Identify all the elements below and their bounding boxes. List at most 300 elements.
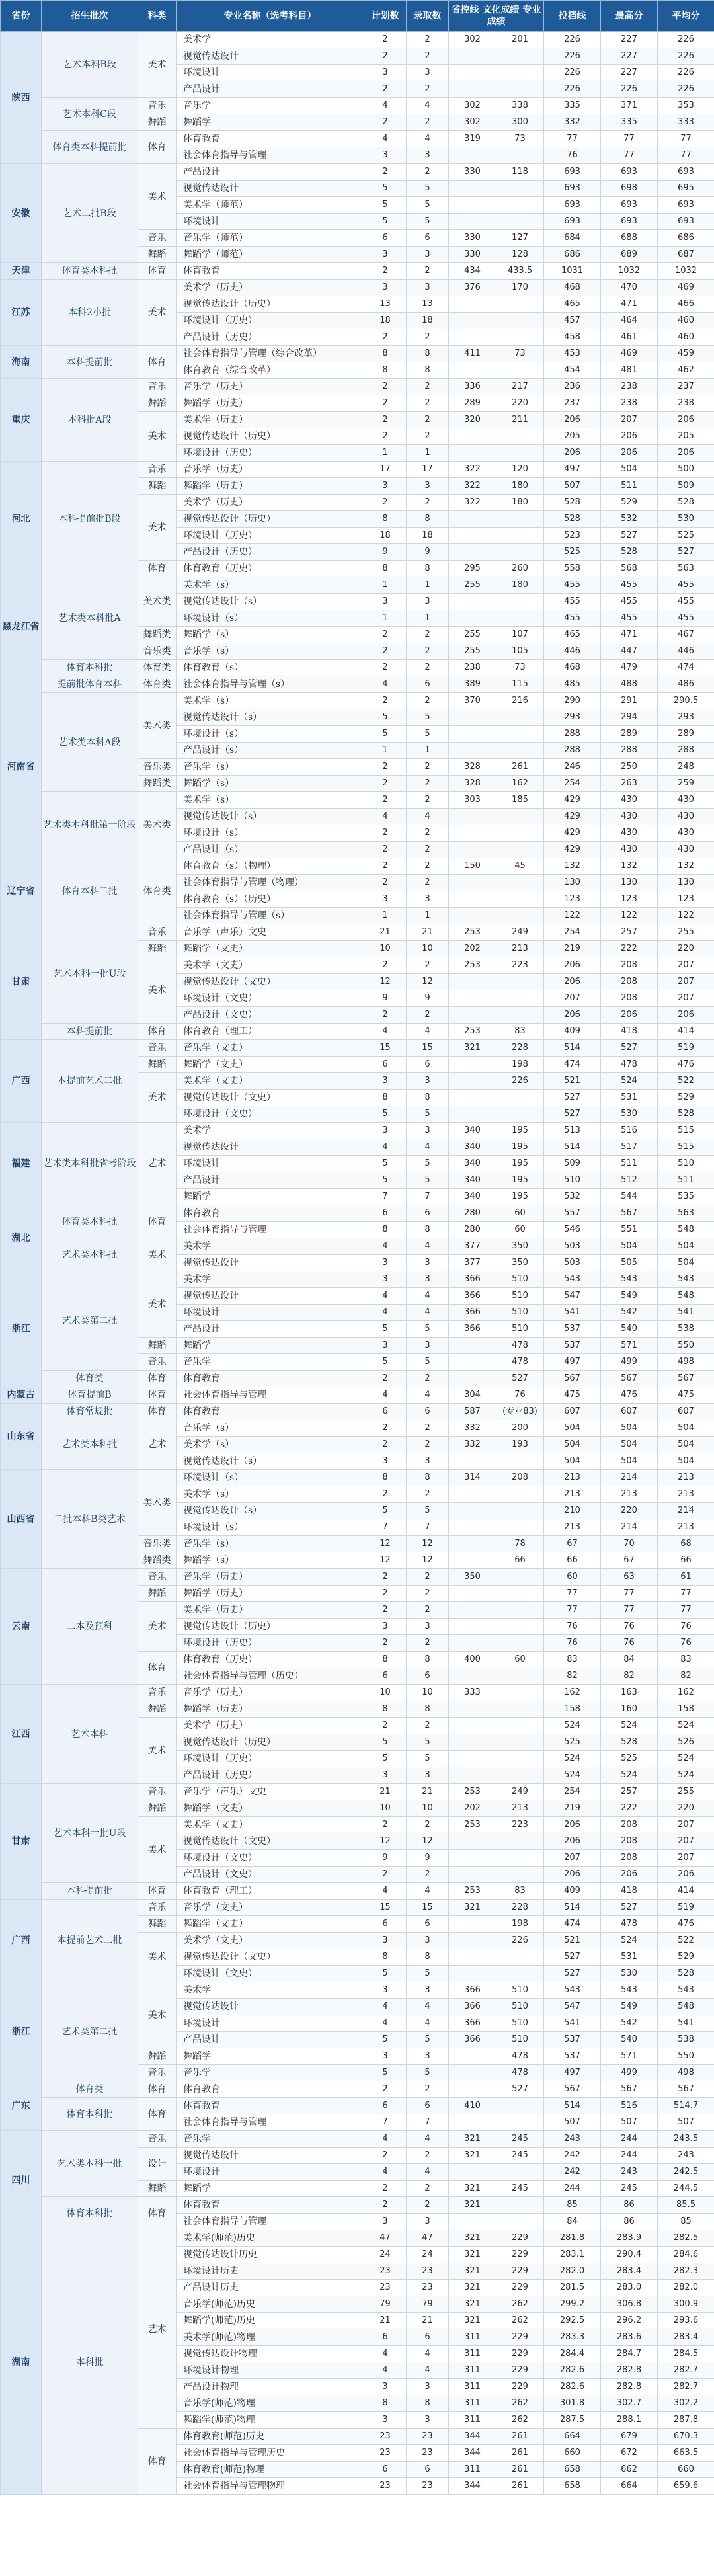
max-cell: 290.4 [601,2247,658,2263]
max-cell: 471 [601,296,658,313]
control-culture-cell: 280 [449,1205,496,1222]
control-culture-cell [449,544,496,561]
max-cell: 567 [601,1205,658,1222]
max-cell: 214 [601,1519,658,1536]
major-cell: 舞蹈学 [177,1189,364,1205]
major-cell: 环境设计（历史） [177,313,364,329]
table-row [1,1024,714,1040]
header-batch: 招生批次 [42,1,138,32]
control-major-cell: 45 [496,858,544,875]
major-cell: 音乐学（声乐）文史 [177,924,364,941]
max-cell: 257 [601,924,658,941]
plan-cell: 4 [364,1024,407,1040]
major-cell: 视觉传达设计 [177,1288,364,1305]
category-cell: 美术类 [138,1470,177,1536]
table-row [1,577,714,594]
control-culture-cell [449,709,496,726]
major-cell: 美术学(师范)物理 [177,2329,364,2346]
cutoff-cell: 213 [544,1486,601,1503]
control-major-cell [496,726,544,743]
control-culture-cell [449,1718,496,1734]
control-major-cell [496,908,544,924]
batch-cell: 本科提前批B段 [42,462,138,577]
control-major-cell: 261 [496,2445,544,2462]
control-major-cell [496,2164,544,2181]
plan-cell: 2 [364,858,407,875]
control-major-cell: 249 [496,924,544,941]
max-cell: 244 [601,2148,658,2164]
avg-cell: 469 [658,280,714,296]
cutoff-cell: 453 [544,346,601,362]
control-culture-cell [449,428,496,445]
admitted-cell: 2 [407,643,449,660]
control-culture-cell: 321 [449,1040,496,1057]
major-cell: 音乐学（历史） [177,1685,364,1701]
control-major-cell [496,48,544,65]
control-culture-cell [449,809,496,825]
table-row [1,1123,714,1139]
admitted-cell: 10 [407,1800,449,1817]
control-culture-cell: 311 [449,2362,496,2379]
max-cell: 504 [601,1420,658,1437]
admitted-cell: 2 [407,842,449,858]
plan-cell: 5 [364,1354,407,1371]
cutoff-cell: 567 [544,2081,601,2098]
cutoff-cell: 429 [544,842,601,858]
major-cell: 体育教育(师范)物理 [177,2462,364,2478]
admitted-cell: 6 [407,1916,449,1933]
cutoff-cell: 497 [544,1354,601,1371]
batch-cell: 体育常规批 [42,1404,138,1420]
max-cell: 283.6 [601,2329,658,2346]
admitted-cell: 1 [407,610,449,627]
control-major-cell [496,1453,544,1470]
control-major-cell [496,1503,544,1519]
admitted-cell: 23 [407,2429,449,2445]
max-cell: 238 [601,379,658,395]
control-culture-cell: 410 [449,2098,496,2114]
category-cell: 美术 [138,412,177,462]
control-major-cell: 213 [496,1800,544,1817]
control-culture-cell: 366 [449,1982,496,1999]
batch-cell: 本科批A段 [42,379,138,462]
table-row [1,2098,714,2114]
avg-cell: 528 [658,1966,714,1982]
table-row [1,1371,714,1387]
table-row [1,1883,714,1900]
max-cell: 447 [601,643,658,660]
category-cell: 美术 [138,1271,177,1338]
major-cell: 视觉传达设计（历史） [177,1619,364,1635]
admitted-cell: 2 [407,875,449,891]
control-major-cell: 510 [496,2032,544,2048]
batch-cell: 艺术类本科一批 [42,2131,138,2197]
avg-cell: 504 [658,1255,714,1271]
control-major-cell: 262 [496,2395,544,2412]
control-culture-cell: 366 [449,1288,496,1305]
control-major-cell: 262 [496,2412,544,2429]
max-cell: 662 [601,2462,658,2478]
major-cell: 美术学（文史） [177,1817,364,1833]
control-culture-cell: 255 [449,627,496,643]
cutoff-cell: 77 [544,1602,601,1619]
major-cell: 舞蹈学(师范)物理 [177,2412,364,2429]
control-major-cell [496,511,544,528]
max-cell: 371 [601,98,658,114]
avg-cell: 528 [658,1106,714,1123]
cutoff-cell: 207 [544,1850,601,1867]
plan-cell: 2 [364,495,407,511]
admitted-cell: 4 [407,131,449,147]
cutoff-cell: 507 [544,478,601,495]
major-cell: 舞蹈学 [177,2181,364,2197]
cutoff-cell: 254 [544,776,601,792]
major-cell: 美术学（文史） [177,957,364,974]
major-cell: 社会体育指导与管理 [177,2214,364,2230]
max-cell: 524 [601,1073,658,1090]
max-cell: 471 [601,627,658,643]
cutoff-cell: 525 [544,544,601,561]
control-major-cell [496,709,544,726]
avg-cell: 524 [658,1718,714,1734]
control-culture-cell [449,528,496,544]
control-major-cell: 338 [496,98,544,114]
plan-cell: 2 [364,627,407,643]
admitted-cell: 5 [407,2065,449,2081]
avg-cell: 284.5 [658,2346,714,2362]
admitted-cell: 24 [407,2247,449,2263]
plan-cell: 2 [364,792,407,809]
cutoff-cell: 693 [544,181,601,197]
province-cell: 湖北 [1,1205,42,1271]
major-cell: 视觉传达设计（s） [177,709,364,726]
control-culture-cell: 304 [449,1387,496,1404]
max-cell: 208 [601,974,658,990]
control-major-cell: 198 [496,1916,544,1933]
control-culture-cell: 302 [449,98,496,114]
major-cell: 视觉传达设计（文史） [177,1090,364,1106]
avg-cell: 207 [658,1833,714,1850]
cutoff-cell: 288 [544,743,601,759]
cutoff-cell: 455 [544,610,601,627]
major-cell: 环境设计 [177,2015,364,2032]
plan-cell: 79 [364,2296,407,2313]
control-culture-cell [449,1106,496,1123]
control-major-cell: 226 [496,1073,544,1090]
batch-cell: 体育类 [42,1371,138,1387]
max-cell: 511 [601,1156,658,1172]
cutoff-cell: 122 [544,908,601,924]
major-cell: 社会体育指导与管理（综合改革） [177,346,364,362]
avg-cell: 207 [658,990,714,1007]
major-cell: 体育教育（s）（物理） [177,858,364,875]
control-culture-cell: 289 [449,395,496,412]
avg-cell: 687 [658,247,714,263]
avg-cell: 243.5 [658,2131,714,2148]
table-row [1,858,714,875]
max-cell: 470 [601,280,658,296]
major-cell: 体育教育（s）（历史） [177,891,364,908]
plan-cell: 2 [364,660,407,676]
plan-cell: 5 [364,1106,407,1123]
major-cell: 舞蹈学 [177,1338,364,1354]
plan-cell: 12 [364,974,407,990]
max-cell: 430 [601,809,658,825]
avg-cell: 525 [658,528,714,544]
control-major-cell: 510 [496,2015,544,2032]
max-cell: 698 [601,181,658,197]
cutoff-cell: 242 [544,2148,601,2164]
control-major-cell [496,313,544,329]
control-culture-cell [449,296,496,313]
major-cell: 环境设计 [177,2164,364,2181]
cutoff-cell: 455 [544,594,601,610]
avg-cell: 548 [658,1222,714,1238]
max-cell: 222 [601,1800,658,1817]
batch-cell: 体育本科批 [42,2098,138,2131]
major-cell: 视觉传达设计（s） [177,1453,364,1470]
avg-cell: 475 [658,1387,714,1404]
control-culture-cell [449,1519,496,1536]
control-major-cell: 229 [496,2362,544,2379]
avg-cell: 68 [658,1536,714,1552]
control-major-cell: 73 [496,660,544,676]
province-cell: 山东省 [1,1404,42,1470]
major-cell: 环境设计（s） [177,610,364,627]
control-culture-cell: 340 [449,1139,496,1156]
control-culture-cell: 321 [449,2148,496,2164]
control-major-cell [496,1486,544,1503]
avg-cell: 430 [658,792,714,809]
control-major-cell: 229 [496,2280,544,2296]
control-major-cell: 213 [496,941,544,957]
major-cell: 体育教育 [177,131,364,147]
control-major-cell: 60 [496,1222,544,1238]
plan-cell: 2 [364,1635,407,1652]
admitted-cell: 2 [407,1635,449,1652]
admitted-cell: 5 [407,1966,449,1982]
cutoff-cell: 537 [544,1338,601,1354]
max-cell: 664 [601,2478,658,2495]
major-cell: 体育教育 [177,1205,364,1222]
plan-cell: 23 [364,2445,407,2462]
avg-cell: 158 [658,1701,714,1718]
max-cell: 283.4 [601,2263,658,2280]
control-major-cell: 261 [496,2478,544,2495]
major-cell: 美术学（历史） [177,412,364,428]
cutoff-cell: 547 [544,1999,601,2015]
cutoff-cell: 546 [544,1222,601,1238]
admitted-cell: 12 [407,1552,449,1569]
control-culture-cell: 336 [449,379,496,395]
avg-cell: 207 [658,957,714,974]
plan-cell: 8 [364,1470,407,1486]
max-cell: 478 [601,1916,658,1933]
header-major: 专业名称（选考科目） [177,1,364,32]
plan-cell: 2 [364,1586,407,1602]
max-cell: 512 [601,1172,658,1189]
plan-cell: 3 [364,1767,407,1784]
admitted-cell: 4 [407,2362,449,2379]
control-major-cell: 193 [496,1437,544,1453]
admitted-cell: 3 [407,2048,449,2065]
avg-cell: 510 [658,1156,714,1172]
plan-cell: 3 [364,65,407,81]
control-major-cell: 211 [496,412,544,428]
control-major-cell: 260 [496,561,544,577]
max-cell: 532 [601,511,658,528]
control-culture-cell: 311 [449,2329,496,2346]
max-cell: 544 [601,1189,658,1205]
control-major-cell: 229 [496,2263,544,2280]
table-row [1,1387,714,1404]
admitted-cell: 5 [407,1321,449,1338]
major-cell: 舞蹈学（文史） [177,941,364,957]
batch-cell: 本科2小批 [42,280,138,346]
major-cell: 舞蹈学（文史） [177,1916,364,1933]
admitted-cell: 6 [407,1404,449,1420]
cutoff-cell: 290 [544,693,601,709]
cutoff-cell: 485 [544,676,601,693]
control-major-cell: 195 [496,1156,544,1172]
plan-cell: 4 [364,131,407,147]
control-culture-cell: 411 [449,346,496,362]
control-major-cell [496,2114,544,2131]
control-culture-cell [449,990,496,1007]
table-row [1,1685,714,1701]
plan-cell: 2 [364,1371,407,1387]
max-cell: 549 [601,1288,658,1305]
major-cell: 社会体育指导与管理 [177,147,364,164]
admitted-cell: 2 [407,957,449,974]
max-cell: 689 [601,247,658,263]
admitted-cell: 6 [407,2329,449,2346]
control-major-cell: 180 [496,478,544,495]
province-cell: 江西 [1,1685,42,1784]
major-cell: 环境设计物理 [177,2362,364,2379]
plan-cell: 5 [364,2065,407,2081]
province-cell: 广西 [1,1040,42,1123]
category-cell: 音乐 [138,1354,177,1371]
admitted-cell: 4 [407,1387,449,1404]
plan-cell: 6 [364,1404,407,1420]
cutoff-cell: 458 [544,329,601,346]
cutoff-cell: 1031 [544,263,601,280]
plan-cell: 2 [364,1486,407,1503]
avg-cell: 498 [658,1354,714,1371]
major-cell: 舞蹈学（历史） [177,395,364,412]
control-culture-cell: 320 [449,412,496,428]
max-cell: 283.0 [601,2280,658,2296]
admitted-cell: 23 [407,2280,449,2296]
cutoff-cell: 283.1 [544,2247,601,2263]
max-cell: 504 [601,1453,658,1470]
control-culture-cell [449,362,496,379]
control-culture-cell: 321 [449,2197,496,2214]
plan-cell: 7 [364,1519,407,1536]
control-major-cell: 510 [496,1982,544,1999]
category-cell: 舞蹈类 [138,1552,177,1569]
control-culture-cell: 253 [449,1883,496,1900]
control-culture-cell: 340 [449,1172,496,1189]
avg-cell: 693 [658,164,714,181]
control-culture-cell [449,1701,496,1718]
control-major-cell: 510 [496,1321,544,1338]
cutoff-cell: 76 [544,1635,601,1652]
control-culture-cell [449,1833,496,1850]
admitted-cell: 5 [407,726,449,743]
plan-cell: 7 [364,1189,407,1205]
category-cell: 艺术 [138,1123,177,1205]
avg-cell: 255 [658,924,714,941]
major-cell: 视觉传达设计 [177,181,364,197]
plan-cell: 3 [364,1982,407,1999]
avg-cell: 206 [658,1867,714,1883]
control-major-cell: 105 [496,643,544,660]
admitted-cell: 4 [407,1139,449,1156]
max-cell: 84 [601,1652,658,1668]
table-row [1,2131,714,2148]
category-cell: 舞蹈 [138,1338,177,1354]
max-cell: 208 [601,1833,658,1850]
cutoff-cell: 474 [544,1916,601,1933]
admitted-cell: 5 [407,1503,449,1519]
control-culture-cell: 319 [449,131,496,147]
control-culture-cell [449,445,496,462]
max-cell: 524 [601,1767,658,1784]
control-major-cell: 223 [496,1817,544,1833]
max-cell: 551 [601,1222,658,1238]
cutoff-cell: 504 [544,1453,601,1470]
max-cell: 263 [601,776,658,792]
max-cell: 529 [601,495,658,511]
avg-cell: 686 [658,230,714,247]
max-cell: 530 [601,1106,658,1123]
category-cell: 体育 [138,1387,177,1404]
control-major-cell [496,1635,544,1652]
cutoff-cell: 507 [544,2114,601,2131]
major-cell: 环境设计（历史） [177,528,364,544]
admitted-cell: 3 [407,1767,449,1784]
admitted-cell: 6 [407,2462,449,2478]
max-cell: 527 [601,1040,658,1057]
category-cell: 美术 [138,495,177,561]
avg-cell: 498 [658,2065,714,2081]
cutoff-cell: 524 [544,1767,601,1784]
control-major-cell: 201 [496,32,544,48]
control-major-cell [496,445,544,462]
max-cell: 542 [601,2015,658,2032]
category-cell: 设计 [138,2148,177,2181]
control-major-cell: 249 [496,1784,544,1800]
major-cell: 美术学（历史） [177,495,364,511]
control-culture-cell [449,2065,496,2081]
category-cell: 美术 [138,1982,177,2048]
plan-cell: 12 [364,1552,407,1569]
control-culture-cell: 344 [449,2478,496,2495]
major-cell: 社会体育指导与管理 [177,1387,364,1404]
control-major-cell: 226 [496,1933,544,1949]
control-culture-cell: 328 [449,776,496,792]
control-culture-cell [449,1949,496,1966]
avg-cell: 509 [658,478,714,495]
avg-cell: 214 [658,1503,714,1519]
major-cell: 视觉传达设计（文史） [177,1833,364,1850]
category-cell: 音乐 [138,462,177,478]
batch-cell: 本科提前批 [42,1883,138,1900]
avg-cell: 446 [658,643,714,660]
plan-cell: 6 [364,230,407,247]
